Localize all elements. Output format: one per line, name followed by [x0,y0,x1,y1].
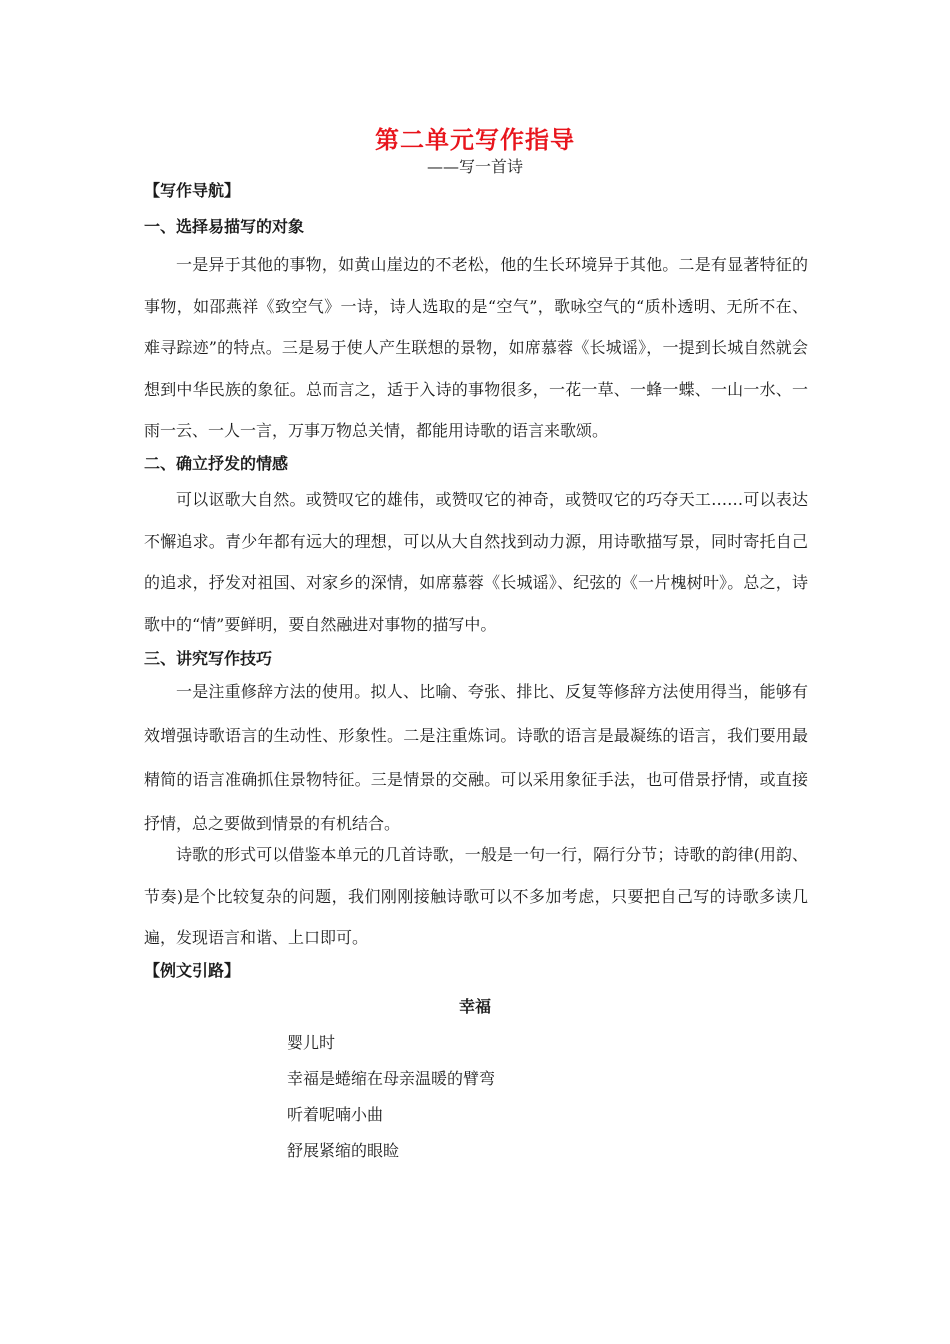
paragraph-choose-object: 一是异于其他的事物，如黄山崖边的不老松，他的生长环境异于其他。二是有显著特征的事物，如邵燕祥《致空气》一诗，诗人选取的是“空气”，歌咏空气的“质朴透明、无所不在、难寻踪迹”的特点。三是易于使人产生联想的景物，如席慕蓉《长城谣》，一提到长城自然就会想到中华民族的象征。总而言之，适于入诗的事物很多，一花一草、一蜂一蝶、一山一水、一雨一云、一人一言，万事万物总关情，都能用诗歌的语言来歌颂。 [144,255,808,440]
paragraph-poem-form: 诗歌的形式可以借鉴本单元的几首诗歌，一般是一句一行，隔行分节；诗歌的韵律(用韵、节奏)是个比较复杂的问题，我们刚刚接触诗歌可以不多加考虑，只要把自己写的诗歌多读几遍，发现语言和谐、上口即可。 [144,845,808,947]
section-label-example: 【例文引路】 [144,961,241,980]
paragraph-writing-technique: 一是注重修辞方法的使用。拟人、比喻、夸张、排比、反复等修辞方法使用得当，能够有效增强诗歌语言的生动性、形象性。二是注重炼词。诗歌的语言是最凝练的语言，我们要用最精简的语言准确抓住景物特征。三是情景的交融。可以采用象征手法，也可借景抒情，或直接抒情，总之要做到情景的有机结合。 [144,682,808,833]
page-subtitle: ——写一首诗 [426,157,523,176]
poem-line: 幸福是蜷缩在母亲温暖的臂弯 [287,1069,496,1088]
poem-line: 婴儿时 [287,1033,336,1052]
section-label-writing-nav: 【写作导航】 [144,181,241,200]
heading-writing-technique: 三、讲究写作技巧 [144,649,273,668]
page-title: 第二单元写作指导 [375,126,575,154]
poem-line: 听着呢喃小曲 [287,1105,384,1124]
heading-establish-emotion: 二、确立抒发的情感 [144,454,289,473]
heading-choose-object: 一、选择易描写的对象 [144,217,305,236]
poem-title: 幸福 [458,997,491,1016]
poem-line: 舒展紧缩的眼睑 [287,1141,400,1160]
paragraph-establish-emotion: 可以讴歌大自然。或赞叹它的雄伟，或赞叹它的神奇，或赞叹它的巧夺天工……可以表达不懈追求。青少年都有远大的理想，可以从大自然找到动力源，用诗歌描写景，同时寄托自己的追求，抒发对祖国、对家乡的深情，如席慕蓉《长城谣》、纪弦的《一片槐树叶》。总之，诗歌中的“情”要鲜明，要自然融进对事物的描写中。 [144,490,808,634]
